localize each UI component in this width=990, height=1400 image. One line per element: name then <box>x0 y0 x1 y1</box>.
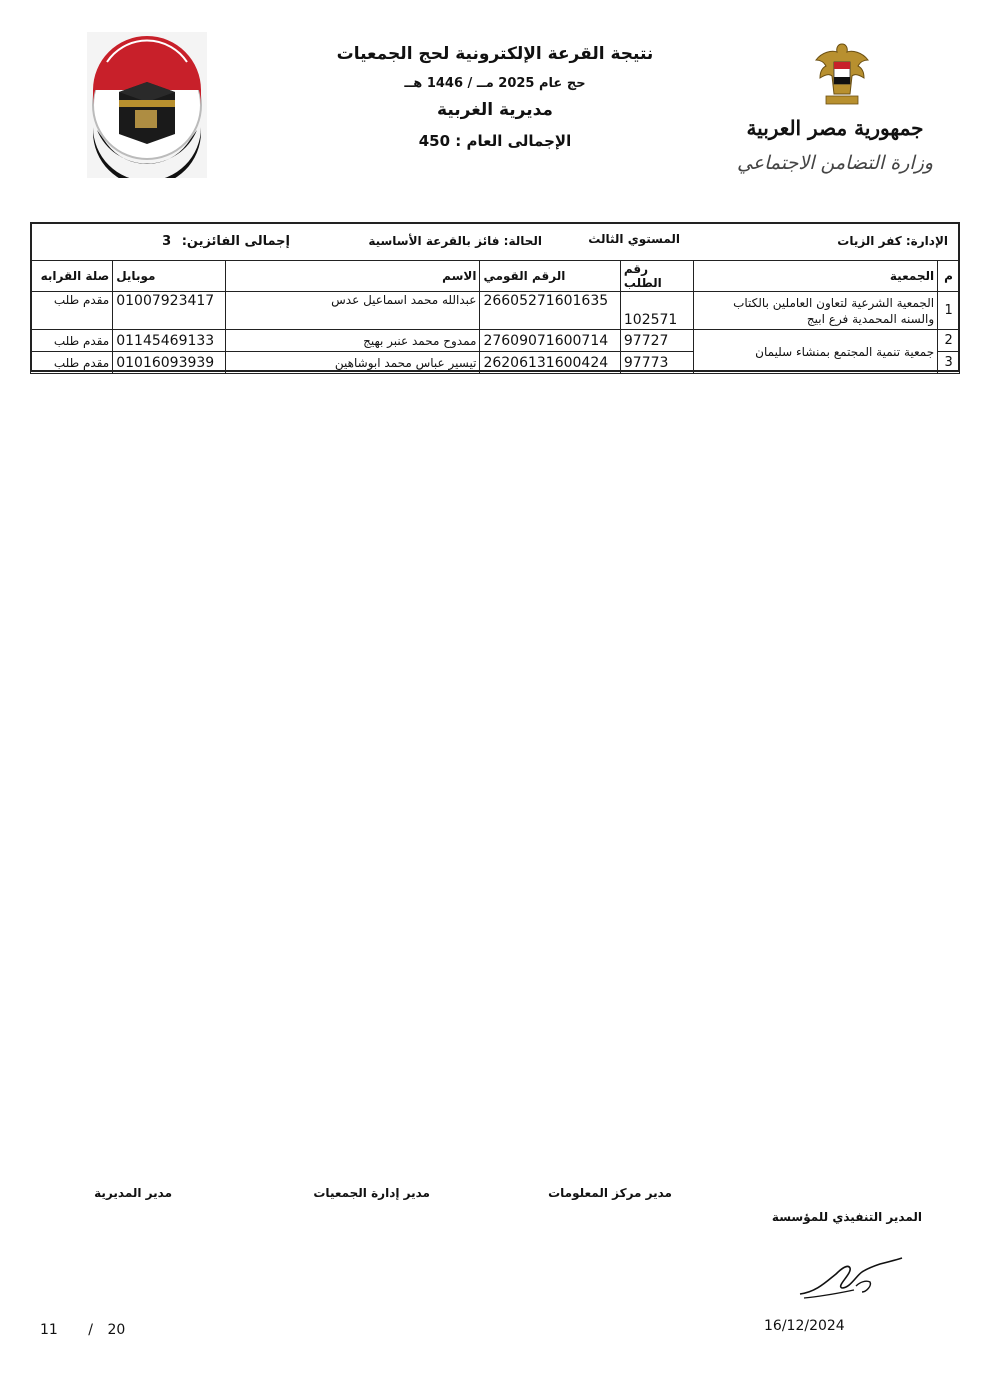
status-label: الحالة: <box>503 234 542 248</box>
winners-label: إجمالى الفائزين: <box>181 234 290 249</box>
row-index: 1 <box>938 292 960 330</box>
row-name: عبدالله محمد اسماعيل عدس <box>225 292 480 330</box>
grand-total <box>280 132 710 150</box>
row-request-no: 97773 <box>620 352 693 374</box>
header-national-id: الرقم القومي <box>480 261 620 292</box>
egypt-eagle-emblem <box>812 38 872 110</box>
row-mobile: 01145469133 <box>113 330 225 352</box>
header-mobile: موبايل <box>113 261 225 292</box>
row-relation: مقدم طلب <box>31 352 113 374</box>
header-name: الاسم <box>225 261 480 292</box>
row-association: الجمعية الشرعية لتعاون العاملين بالكتاب والسنه المحمدية فرع ابيج <box>693 292 937 330</box>
admin-value: كفر الزيات <box>837 234 902 248</box>
sig-associations-manager: مدير إدارة الجمعيات <box>313 1186 430 1200</box>
table-row <box>31 292 960 330</box>
row-relation: مقدم طلب <box>31 330 113 352</box>
hajj-kaaba-logo <box>87 32 207 178</box>
report-title: نتيجة القرعة الإلكترونية لحج الجمعيات <box>336 44 654 64</box>
handwritten-signature <box>796 1252 906 1304</box>
row-national-id: 26206131600424 <box>480 352 620 374</box>
current-page: 11 <box>40 1322 58 1338</box>
results-table <box>30 260 960 374</box>
row-request-no: 102571 <box>620 292 693 330</box>
total-pages: 20 <box>107 1322 126 1338</box>
country-name: جمهورية مصر العربية <box>746 116 924 140</box>
grand-total-value: 450 <box>418 132 451 150</box>
row-name: ممدوح محمد عنبر بهيج <box>225 330 480 352</box>
row-request-no: 97727 <box>620 330 693 352</box>
directorate-name: مديرية الغربية <box>437 100 553 120</box>
page-number <box>40 1322 125 1338</box>
header-m: م <box>938 261 960 292</box>
header-request-no: رقم الطلب <box>620 261 693 292</box>
sig-info-center-manager: مدير مركز المعلومات <box>548 1186 672 1200</box>
row-mobile: 01007923417 <box>113 292 225 330</box>
row-name: تيسير عباس محمد ابوشاهين <box>225 352 480 374</box>
status-info <box>368 234 542 248</box>
ministry-name: وزارة التضامن الاجتماعي <box>736 152 934 174</box>
row-association: جمعية تنمية المجتمع بمنشاء سليمان <box>693 330 937 374</box>
row-relation: مقدم طلب <box>31 292 113 330</box>
table-row <box>31 330 960 352</box>
grand-total-label: الإجمالى العام : <box>455 132 572 150</box>
row-national-id: 26605271601635 <box>480 292 620 330</box>
sig-executive-director: المدير التنفيذي للمؤسسة <box>771 1210 922 1224</box>
sig-directorate-manager: مدير المديرية <box>94 1186 172 1200</box>
table-header-row <box>31 261 960 292</box>
winners-info <box>162 234 290 249</box>
header-association: الجمعية <box>693 261 937 292</box>
print-date: 16/12/2024 <box>764 1318 845 1334</box>
row-index: 2 <box>938 330 960 352</box>
row-national-id: 27609071600714 <box>480 330 620 352</box>
header-relation: صلة القرابه <box>31 261 113 292</box>
row-index: 3 <box>938 352 960 374</box>
hajj-year: حج عام 2025 مــ / 1446 هــ <box>404 76 586 91</box>
level-info: المستوي الثالث <box>588 232 680 246</box>
status-value: فائز بالقرعة الأساسية <box>368 234 500 248</box>
winners-value: 3 <box>162 234 172 249</box>
page-separator: / <box>88 1322 93 1338</box>
row-mobile: 01016093939 <box>113 352 225 374</box>
admin-label: الإدارة: <box>905 234 948 248</box>
admin-info <box>837 234 948 248</box>
